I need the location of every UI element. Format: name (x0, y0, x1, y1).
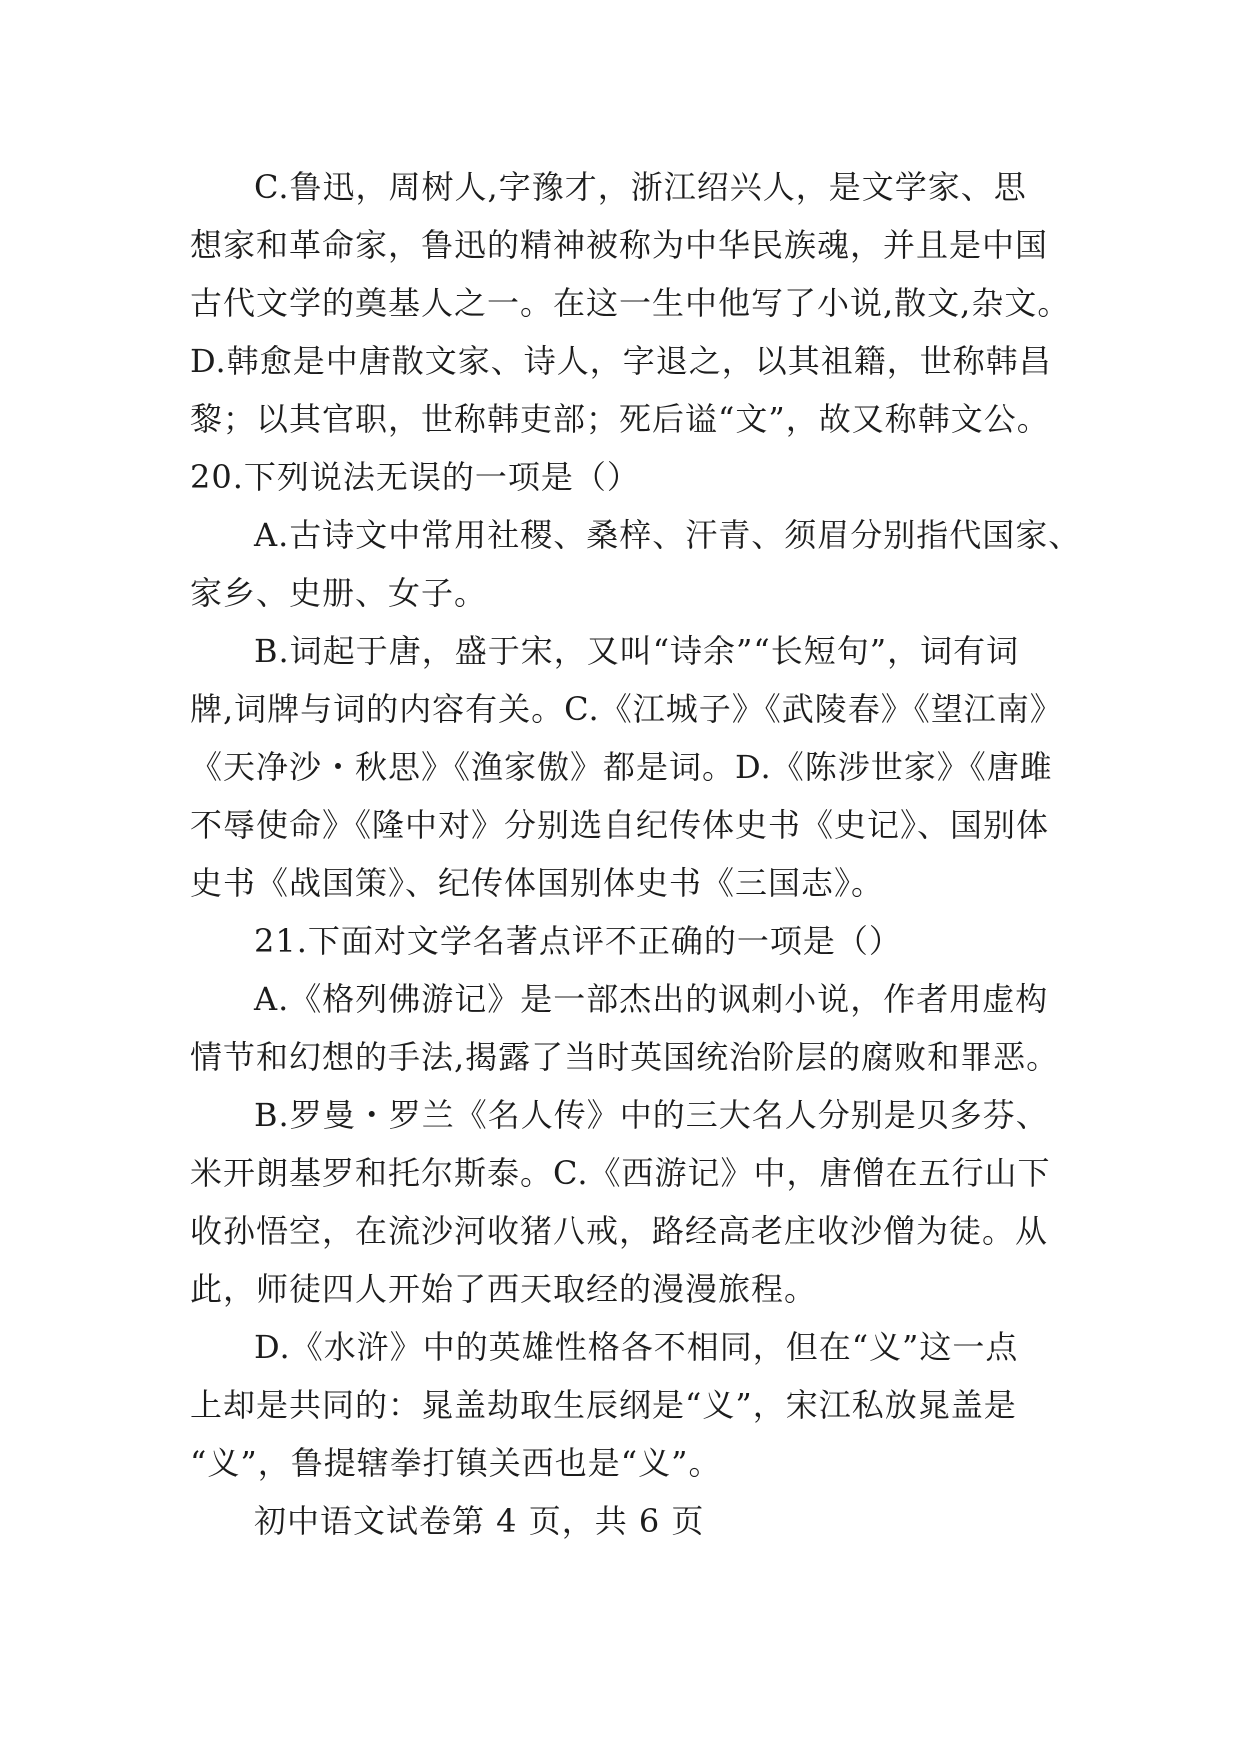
text-line: 《天净沙・秋思》《渔家傲》都是词。D.《陈涉世家》《唐雎 (190, 748, 1053, 786)
text-line: 上却是共同的：晁盖劫取生辰纲是“义”，宋江私放晁盖是 (190, 1386, 1017, 1424)
text-line: D.《水浒》中的英雄性格各不相同，但在“义”这一点 (254, 1328, 1019, 1366)
text-line: 想家和革命家，鲁迅的精神被称为中华民族魂，并且是中国 (190, 226, 1049, 264)
text-line: 古代文学的奠基人之一。在这一生中他写了小说,散文,杂文。 (190, 284, 1071, 322)
text-line: C.鲁迅，周树人,字豫才，浙江绍兴人，是文学家、思 (254, 168, 1027, 206)
text-line: 米开朗基罗和托尔斯泰。C.《西游记》中，唐僧在五行山下 (190, 1154, 1051, 1192)
text-line: B.词起于唐，盛于宋，又叫“诗余”“长短句”，词有词 (254, 632, 1020, 670)
text-line: 牌,词牌与词的内容有关。C.《江城子》《武陵春》《望江南》 (190, 690, 1063, 728)
page-footer: 初中语文试卷第 4 页，共 6 页 (254, 1502, 705, 1540)
question-20-stem: 20.下列说法无误的一项是（） (190, 458, 640, 496)
text-line: A.古诗文中常用社稷、桑梓、汗青、须眉分别指代国家、 (254, 516, 1082, 554)
question-21-stem: 21.下面对文学名著点评不正确的一项是（） (254, 922, 902, 960)
text-line: A.《格列佛游记》是一部杰出的讽刺小说，作者用虚构 (254, 980, 1049, 1018)
text-line: 史书《战国策》、纪传体国别体史书《三国志》。 (190, 864, 885, 902)
text-line: 家乡、史册、女子。 (190, 574, 488, 612)
text-line: 黎；以其官职，世称韩吏部；死后谥“文”，故又称韩文公。 (190, 400, 1050, 438)
text-line: 不辱使命》《隆中对》分别选自纪传体史书《史记》、国别体 (190, 806, 1050, 844)
text-line: “义”，鲁提辖拳打镇关西也是“义”。 (190, 1444, 722, 1482)
text-line: D.韩愈是中唐散文家、诗人，字退之，以其祖籍，世称韩昌 (190, 342, 1052, 380)
text-line: 此，师徒四人开始了西天取经的漫漫旅程。 (190, 1270, 818, 1308)
text-line: 情节和幻想的手法,揭露了当时英国统治阶层的腐败和罪恶。 (190, 1038, 1060, 1076)
text-line: B.罗曼・罗兰《名人传》中的三大名人分别是贝多芬、 (254, 1096, 1049, 1134)
exam-text (190, 158, 1090, 1550)
text-line: 收孙悟空，在流沙河收猪八戒，路经高老庄收沙僧为徒。从 (190, 1212, 1049, 1250)
